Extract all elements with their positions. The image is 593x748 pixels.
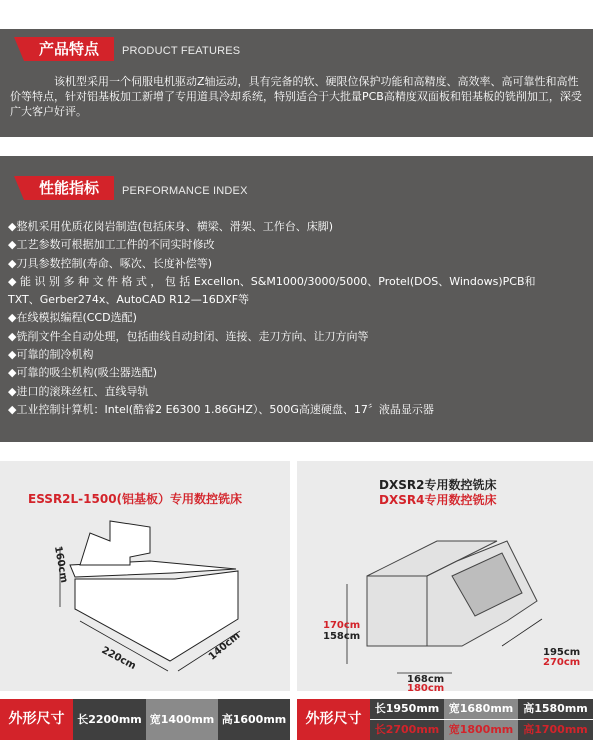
machine-left-drawing bbox=[0, 461, 290, 691]
machine-right-spec-length-2: 长2700mm bbox=[370, 720, 444, 740]
performance-list bbox=[8, 218, 586, 419]
machine-right-body-front bbox=[367, 576, 427, 646]
machine-right-dim-depth: 195cm bbox=[543, 647, 581, 658]
machine-left-spec-height: 高1600mm bbox=[218, 699, 290, 740]
product-features-text: 该机型采用一个伺服电机驱动Z轴运动，具有完备的软、硬限位保护功能和高精度、高效率、高可靠性和高性价等特点，针对铝基板加工新增了专用道具冷却系统，特别适合于大批量PCB高精度双面板和铝基板的铣削加工，深受广大客户好评。 bbox=[10, 75, 582, 118]
machine-left-dim-depth: 140cm bbox=[206, 630, 243, 663]
machine-right-dim-height-red: 170cm bbox=[323, 620, 361, 631]
machine-right-card bbox=[297, 461, 593, 694]
machine-right-spec-label: 外形尺寸 bbox=[297, 699, 370, 740]
machine-right-dim-depth-red: 270cm bbox=[543, 657, 581, 668]
performance-index-subtitle: PERFORMANCE INDEX bbox=[122, 185, 248, 197]
machine-right-spec-height-1: 高1580mm bbox=[518, 699, 593, 719]
performance-item: ◆可靠的吸尘机构(吸尘器选配) bbox=[8, 366, 158, 380]
machine-left-dim-height: 160cm bbox=[51, 545, 70, 584]
performance-item: ◆ 能 识 别 多 种 文 件 格 式 ， 包 括 Excellon、S&M1000/3000/5000、Protel(DOS、Windows)PCB和 bbox=[8, 274, 536, 288]
machine-left-spec-label: 外形尺寸 bbox=[0, 699, 73, 740]
product-features-title: 产品特点 bbox=[24, 37, 114, 61]
machine-right-dim-width-red: 180cm bbox=[407, 683, 445, 694]
performance-item: TXT、Gerber274x、AutoCAD R12—16DXF等 bbox=[8, 293, 250, 307]
machine-right-spec-bar bbox=[297, 691, 593, 748]
machine-right-title-2: DXSR4专用数控铣床 bbox=[379, 493, 497, 507]
machine-left-spec-width: 宽1400mm bbox=[146, 699, 218, 740]
machine-left-dim-width: 220cm bbox=[99, 644, 138, 673]
performance-item: ◆整机采用优质花岗岩制造(包括床身、横梁、滑架、工作台、床脚) bbox=[8, 220, 334, 233]
product-features-subtitle: PRODUCT FEATURES bbox=[122, 45, 241, 57]
machine-right-spec-width-1: 宽1680mm bbox=[444, 699, 518, 719]
machine-right-spec-width-2: 宽1800mm bbox=[444, 720, 518, 740]
machine-left-spec-bar bbox=[0, 691, 290, 748]
performance-item: ◆铣削文件全自动处理，包括曲线自动封闭、连接、走刀方向、让刀方向等 bbox=[8, 329, 369, 343]
machine-right-dim-height: 158cm bbox=[323, 631, 361, 642]
performance-item: ◆进口的滚珠丝杠、直线导轨 bbox=[8, 384, 149, 398]
machine-right-spec-length-1: 长1950mm bbox=[370, 699, 444, 719]
performance-item: ◆工艺参数可根据加工工件的不同实时修改 bbox=[8, 238, 215, 252]
machine-left-title: ESSR2L-1500(铝基板）专用数控铣床 bbox=[28, 492, 243, 506]
performance-index-title: 性能指标 bbox=[24, 176, 114, 200]
machine-left-spec-length: 长2200mm bbox=[73, 699, 146, 740]
performance-item: ◆工业控制计算机：Intel(酷睿2 E6300 1.86GHZ）、500G高速硬盘、17〞液晶显示器 bbox=[8, 402, 434, 416]
machine-right-title-1: DXSR2专用数控铣床 bbox=[379, 478, 497, 492]
performance-item: ◆在线模拟编程(CCD选配) bbox=[8, 311, 137, 325]
machine-left-gantry bbox=[80, 521, 150, 565]
machine-right-dim-width: 168cm bbox=[407, 674, 445, 685]
machine-left-card bbox=[0, 461, 290, 691]
product-features-panel bbox=[0, 29, 593, 137]
performance-item: ◆可靠的制冷机构 bbox=[8, 348, 94, 362]
performance-index-panel bbox=[0, 156, 593, 442]
performance-item: ◆刀具参数控制(寿命、啄次、长度补偿等) bbox=[8, 256, 213, 270]
machine-right-spec-height-2: 高1700mm bbox=[518, 720, 593, 740]
